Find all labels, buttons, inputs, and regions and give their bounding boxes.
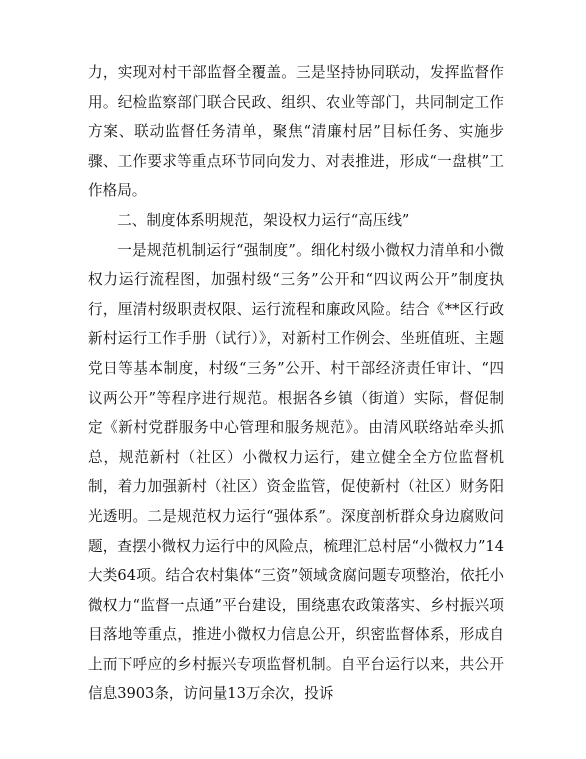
paragraph-body: 一是规范机制运行“强制度”。细化村级小微权力清单和小微权力运行流程图，加强村级“三务”公开和“四议两公开”制度执行，厘清村级职责权限、运行流程和廉政风险。结合《**区行政新村运行工作手册（试行）》，对新村工作例会、坐班值班、主题党日等基本制度，村级“三务”公开、村干部经济责任审计、“四议两公开”等程序进行规范。根据各乡镇（街道）实际，督促制定《新村党群服务中心管理和服务规范》。由清风联络站牵头抓总，规范新村（社区）小微权力运行，建立健全全方位监督机制，着力加强新村（社区）资金监管，促使新村（社区）财务阳光透明。二是规范权力运行“强体系”。深度剖析群众身边腐败问题，查摆小微权力运行中的风险点，梳理汇总村居“小微权力”14大类64项。结合农村集体“三资”领域贪腐问题专项整治，依托小微权力“监督一点通”平台建设，围绕惠农政策落实、乡村振兴项目落地等重点，推进小微权力信息公开，织密监督体系，形成自上而下呼应的乡村振兴专项监督机制。自平台运行以来，共公开信息3903条，访问量13万余次，投诉 — [88, 241, 504, 703]
body-text — [88, 58, 504, 709]
section-heading: 二、制度体系明规范，架设权力运行“高压线” — [117, 211, 410, 229]
paragraph-continuation: 力，实现对村干部监督全覆盖。三是坚持协同联动，发挥监督作用。纪检监察部门联合民政、组织、农业等部门，共同制定工作方案、联动监督任务清单，聚焦“清廉村居”目标任务、实施步骤、工作要求等重点环节同向发力、对表推进，形成“一盘棋”工作格局。 — [88, 64, 504, 200]
